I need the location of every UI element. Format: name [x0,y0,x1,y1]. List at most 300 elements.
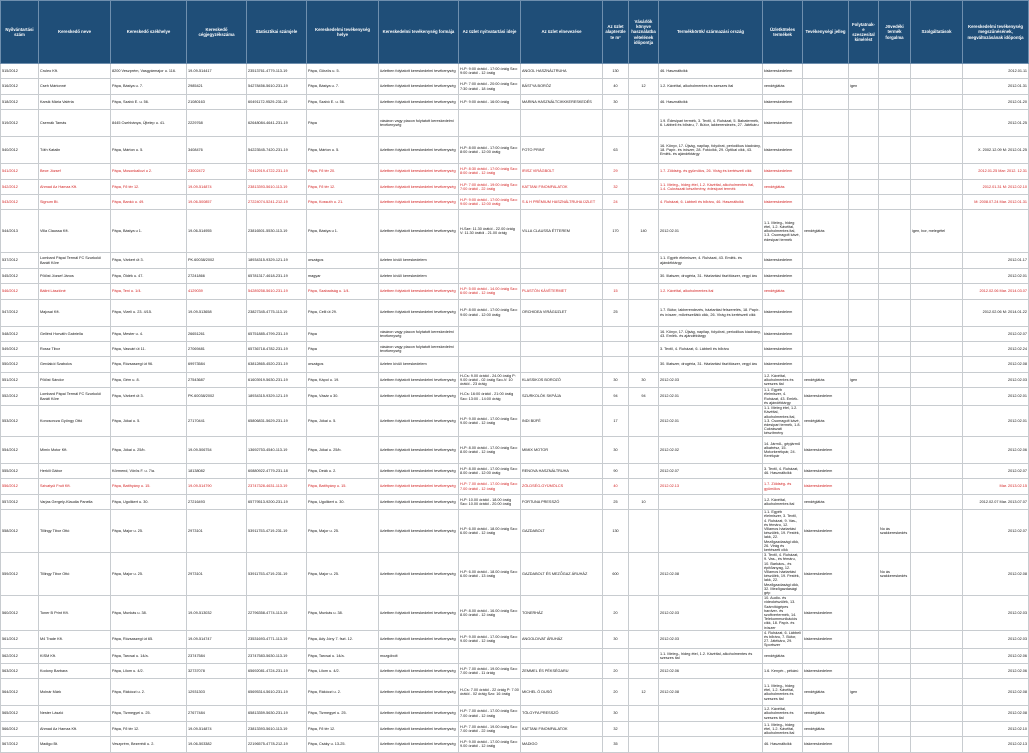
table-cell[interactable]: M4 Trade Kft. [39,630,111,648]
table-cell[interactable]: 559/2012 [1,553,39,596]
table-cell[interactable] [803,164,849,179]
table-cell[interactable]: üzletben folytatott kereskedelmi tevékenység [379,494,459,509]
table-cell[interactable] [459,648,521,663]
table-cell[interactable]: üzletben folytatott kereskedelmi tevékenység [379,553,459,596]
table-cell[interactable] [911,737,963,752]
table-cell[interactable]: Madigo Bt. [39,737,111,752]
table-cell[interactable]: 19-09-506754 [187,436,247,463]
table-cell[interactable] [521,110,603,137]
table-cell[interactable] [629,596,659,631]
table-cell[interactable]: kiskereskedelem [763,164,803,179]
table-cell[interactable] [911,357,963,372]
table-cell[interactable]: 537/2012 [1,253,39,268]
table-cell[interactable] [459,326,521,341]
table-cell[interactable]: H-P: 9.00 órától - 17.00 óráig Szo: 9.00 órától - 12 óráig [459,630,521,648]
table-cell[interactable]: kiskereskedelem [763,299,803,326]
table-cell[interactable] [849,706,879,721]
column-header[interactable]: Kereskedelmi tevékenység megszűnésének, megváltozásának időpontja [963,1,1029,64]
table-cell[interactable] [911,553,963,596]
table-cell[interactable]: Pápa, Rákóczi u. 2. [111,679,187,706]
table-cell[interactable]: 557/2012 [1,494,39,509]
table-cell[interactable]: 2985421 [187,79,247,94]
table-cell[interactable]: Pápa, Rózsaszegi út 65. [111,630,187,648]
table-cell[interactable]: 23513761-4779-113-19 [247,64,307,79]
table-cell[interactable]: Kodony Barbara [39,663,111,678]
column-header[interactable]: Az üzlet nyitvatartási ideje [459,1,521,64]
table-cell[interactable] [911,179,963,194]
table-cell[interactable]: üzletben folytatott kereskedelmi tevékenység [379,706,459,721]
table-cell[interactable] [849,110,879,137]
table-cell[interactable]: 4. Ruházat, 6. Lábbeli és bőráru, 46. Használtcikk [659,194,763,209]
table-row[interactable] [1,630,1029,648]
table-cell[interactable]: kiskereskedelem [763,110,803,137]
table-cell[interactable]: Signum Bt. [39,194,111,209]
table-cell[interactable] [659,494,763,509]
table-cell[interactable]: 542/2012 [1,179,39,194]
table-cell[interactable]: 20 [603,679,629,706]
table-row[interactable] [1,210,1029,253]
table-cell[interactable]: H-P: 8.00 órától - 17.00 óráig Szo: 8.00 órától - 12:00 óráig [459,463,521,478]
table-cell[interactable]: 53911753-4719-231-19 [247,553,307,596]
table-cell[interactable]: 18934315-9329-121-19 [247,388,307,406]
table-cell[interactable]: 10 [629,494,659,509]
table-row[interactable] [1,494,1029,509]
table-cell[interactable]: Pápa, Vasvári út 11. [111,341,187,356]
table-cell[interactable] [659,510,763,553]
table-cell[interactable]: INDI BÜFÉ [521,405,603,436]
table-cell[interactable] [603,268,629,283]
table-cell[interactable]: üzletben folytatott kereskedelmi tevékenység [379,510,459,553]
table-cell[interactable]: 2012.02.13 [963,737,1029,752]
table-cell[interactable]: 65692081-4724-231-19 [247,663,307,678]
table-cell[interactable] [629,110,659,137]
table-cell[interactable]: Toner B Print Kft. [39,596,111,631]
table-cell[interactable]: Varjas Gergely-Klaudia Panella [39,494,111,509]
table-cell[interactable]: 549/2012 [1,341,39,356]
table-cell[interactable]: 8200 Veszprém, Vasgyármajor u. 116. [111,64,187,79]
table-cell[interactable]: H-P: 9.00 órától - 17.00 óráig Szo: 9.00 órától - 12 óráig [459,405,521,436]
table-cell[interactable]: vendéglátás [763,79,803,94]
table-cell[interactable]: 1.1. Meleg-, hideg étel, 1.2. Kávéital, alkoholmentes és szeszes ital [659,648,763,663]
table-cell[interactable] [629,436,659,463]
table-cell[interactable]: 567/2012 [1,737,39,752]
table-cell[interactable] [911,94,963,109]
table-cell[interactable] [803,194,849,209]
table-cell[interactable] [629,326,659,341]
table-cell[interactable]: 2012.02.06 [963,663,1029,678]
table-cell[interactable]: IRISZ VIRÁGBOLT [521,164,603,179]
table-cell[interactable]: 2012.01.20 [963,94,1029,109]
table-cell[interactable]: 2012.02.06 [659,663,763,678]
table-cell[interactable]: üzletben folytatott kereskedelmi tevékenység [379,179,459,194]
table-cell[interactable]: 65751885-4799-231-19 [247,326,307,341]
table-cell[interactable] [629,357,659,372]
table-cell[interactable]: Bece József [39,164,111,179]
table-cell[interactable]: 2012.02.01 [963,405,1029,436]
table-cell[interactable]: 18934315-9329-121-19 [247,253,307,268]
table-cell[interactable] [879,436,911,463]
table-cell[interactable]: kiskereskedelem [763,194,803,209]
column-header[interactable]: Üzletköteles termékek [763,1,803,64]
table-cell[interactable]: kiskereskedelem [763,137,803,164]
table-cell[interactable]: kiskereskedelem [763,268,803,283]
table-cell[interactable] [911,388,963,406]
table-cell[interactable] [879,372,911,387]
table-cell[interactable]: Ahmad Az Hamza Kft. [39,721,111,736]
table-cell[interactable] [879,706,911,721]
table-cell[interactable]: Tillingy Tibor Ottó [39,553,111,596]
table-cell[interactable]: 63812865-4520-231-19 [247,357,307,372]
table-cell[interactable]: igen, bor, melegétel [911,210,963,253]
table-cell[interactable] [879,341,911,356]
table-cell[interactable]: 30 [603,372,629,387]
table-cell[interactable]: Tóth Katalin [39,137,111,164]
table-cell[interactable]: Pápa, Bankó u. 49. [111,194,187,209]
table-cell[interactable] [521,253,603,268]
table-cell[interactable]: Pápa, Major u. 25. [307,553,379,596]
table-cell[interactable]: 2012.02.07 Mar. 2013.07.07 [963,494,1029,509]
table-cell[interactable]: MIMIX MOTOR [521,436,603,463]
table-cell[interactable] [849,405,879,436]
table-cell[interactable]: 23747328-4631-113-19 [247,479,307,494]
column-header[interactable]: Nyilvántartási szám [1,1,39,64]
table-cell[interactable]: 27241866 [187,268,247,283]
table-cell[interactable]: 1.1. Meleg-, hideg étel, 1.2. Kávéital, alkoholmentes ital [763,721,803,736]
table-cell[interactable]: 20 [603,663,629,678]
table-cell[interactable] [911,510,963,553]
table-cell[interactable]: H-Cs: 16:00 órától - 21:00 óráig Szo: 13:00 - 14:00 óráig [459,388,521,406]
table-cell[interactable]: 3. Textil, 4. Ruházat, 6. Lábbeli és bőráru [659,341,763,356]
table-cell[interactable]: mozgóbolt [379,648,459,663]
table-cell[interactable] [911,268,963,283]
table-cell[interactable] [849,137,879,164]
table-cell[interactable]: üzletben folytatott kereskedelmi tevékenység [379,630,459,648]
table-cell[interactable]: 2012.02.03 [659,596,763,631]
table-cell[interactable]: 2012.02.01 [659,405,763,436]
table-cell[interactable]: 1.2. Kávéital, alkoholmentes és szeszes ital [659,79,763,94]
table-cell[interactable]: H-Sze: 11.30 órától - 22.00 óráig V: 11.30 órától - 21.00 óráig [459,210,521,253]
table-cell[interactable]: Pápa, Ugolikert u. 30. [111,494,187,509]
table-row[interactable] [1,341,1029,356]
table-cell[interactable]: kiskereskedelem [803,663,849,678]
table-cell[interactable]: Pápa, Szabó E. u. 56. [111,94,187,109]
table-cell[interactable]: 2012.01.31 [963,79,1029,94]
table-cell[interactable] [803,648,849,663]
table-row[interactable] [1,253,1029,268]
table-row[interactable] [1,284,1029,299]
table-cell[interactable]: Pápa, Jókai u. 5. [111,405,187,436]
table-cell[interactable] [879,94,911,109]
table-cell[interactable]: 2012.02.01 [659,210,763,253]
table-cell[interactable]: Pápa, Major u. 25. [307,510,379,553]
table-cell[interactable]: 30 [603,706,629,721]
table-cell[interactable] [849,326,879,341]
table-cell[interactable] [879,388,911,406]
table-cell[interactable]: Veszprém, Bezerédi u. 2. [111,737,187,752]
table-cell[interactable]: 12 [629,679,659,706]
table-cell[interactable] [911,479,963,494]
table-cell[interactable]: 14. Jármű-, gépjármű alkatrész, 15. Motorkerékpár, 24. Kerékpár [763,436,803,463]
table-cell[interactable]: Bálint Lászlóné [39,284,111,299]
table-cell[interactable]: 565/2012 [1,706,39,721]
table-cell[interactable] [911,194,963,209]
table-cell[interactable]: Cseh Mártonné [39,79,111,94]
table-cell[interactable] [629,341,659,356]
column-header[interactable]: Vásárlók könyve használatba vételének időpontja [629,1,659,64]
table-cell[interactable]: 2012.01.31 M: 2012.02.10 [963,179,1029,194]
table-cell[interactable]: üzletben folytatott kereskedelmi tevékenység [379,194,459,209]
table-cell[interactable]: 65781317-4618-231-19 [247,268,307,283]
table-cell[interactable] [849,463,879,478]
table-cell[interactable]: 541/2012 [1,164,39,179]
table-cell[interactable]: 1.9. Édesipari termék, 3. Textil, 4. Ruházat, 5. Babatermék, 6. Lábbeli és bőráru, 7. Bútor, lakberendezés, 27. Játékáru [659,110,763,137]
table-cell[interactable]: 13692753-4540-113-19 [247,436,307,463]
table-cell[interactable] [629,405,659,436]
table-cell[interactable]: 19-09-514874 [187,179,247,194]
table-cell[interactable] [629,479,659,494]
table-cell[interactable]: 53911753-4719-231-19 [247,510,307,553]
table-cell[interactable]: 65736718-4782-231-19 [247,341,307,356]
table-cell[interactable]: vendéglátás [803,679,849,706]
table-cell[interactable]: TÖLGYFA PRESSZÓ [521,706,603,721]
table-cell[interactable]: 2012.02.08 [659,679,763,706]
table-cell[interactable] [803,284,849,299]
table-cell[interactable] [911,79,963,94]
table-cell[interactable] [879,463,911,478]
table-cell[interactable]: 23002472 [187,164,247,179]
table-cell[interactable] [629,179,659,194]
table-cell[interactable]: Pápa [307,326,379,341]
table-cell[interactable]: Lombard Pápai Termál FC Szurkolói Baráti Köre [39,253,111,268]
table-cell[interactable]: 30 [603,94,629,109]
table-cell[interactable]: 12931303 [187,679,247,706]
table-cell[interactable] [911,436,963,463]
table-cell[interactable]: 63 [603,137,629,164]
table-cell[interactable] [849,357,879,372]
table-cell[interactable]: Pápa, Csáky u. 13-25. [307,737,379,752]
table-cell[interactable]: kiskereskedelem [763,341,803,356]
table-cell[interactable] [879,253,911,268]
table-cell[interactable] [879,357,911,372]
table-cell[interactable]: üzletben folytatott kereskedelmi tevékenység [379,737,459,752]
table-cell[interactable]: 27216493 [187,494,247,509]
table-cell[interactable]: kiskereskedelem [763,253,803,268]
table-cell[interactable]: 27170441 [187,405,247,436]
table-cell[interactable]: Pápa, Kápol u. 19. [307,372,379,387]
table-cell[interactable] [911,326,963,341]
table-cell[interactable]: 2012.01.17 [963,253,1029,268]
column-header[interactable]: Termékkörök/ származási ország [659,1,763,64]
column-header[interactable]: Kereskedő cégjegyzékszáma [187,1,247,64]
table-cell[interactable]: üzletben folytatott kereskedelmi tevékenység [379,64,459,79]
table-cell[interactable] [879,268,911,283]
table-cell[interactable] [629,630,659,648]
table-cell[interactable]: 22196575-4778-212-19 [247,737,307,752]
table-cell[interactable] [879,648,911,663]
table-cell[interactable]: vendéglátás [763,648,803,663]
table-cell[interactable]: 19-09-514790 [187,479,247,494]
table-cell[interactable]: 2012.02.03 [963,372,1029,387]
table-cell[interactable]: 32 [603,179,629,194]
table-cell[interactable]: 26651261 [187,326,247,341]
table-cell[interactable]: üzletben folytatott kereskedelmi tevékenység [379,721,459,736]
table-cell[interactable] [911,284,963,299]
table-cell[interactable]: 545/2012 [1,268,39,283]
table-cell[interactable]: üzletben folytatott kereskedelmi tevékenység [379,679,459,706]
table-cell[interactable] [629,137,659,164]
table-row[interactable] [1,79,1029,94]
table-row[interactable] [1,137,1029,164]
table-cell[interactable]: 519/2012 [1,110,39,137]
table-cell[interactable]: GAZDABOLT [521,510,603,553]
table-cell[interactable] [603,341,629,356]
table-cell[interactable]: 1.7. Bútor, lakberendezés, háztartási felszerelés, 18. Papír- és írószer, művészellátó cikk, 26. Virág és kertészeti cikk [659,299,763,326]
table-cell[interactable] [879,630,911,648]
table-cell[interactable] [659,721,763,736]
table-cell[interactable]: 2012.02.03 [963,596,1029,631]
column-header[interactable]: Az üzlet alapterülete m² [603,1,629,64]
table-cell[interactable] [459,110,521,137]
table-cell[interactable] [879,179,911,194]
table-cell[interactable] [803,79,849,94]
column-header[interactable]: Kereskedelmi tevékenység formája [379,1,459,64]
table-row[interactable] [1,372,1029,387]
table-cell[interactable]: FORTUNA PRESSZÓ [521,494,603,509]
table-row[interactable] [1,706,1029,721]
table-cell[interactable] [659,706,763,721]
table-cell[interactable]: PK.60038/2002 [187,388,247,406]
table-cell[interactable]: 15 [603,284,629,299]
table-row[interactable] [1,679,1029,706]
table-cell[interactable] [911,341,963,356]
table-cell[interactable]: 2012.02.08 [963,706,1029,721]
table-cell[interactable]: 140 [629,210,659,253]
table-cell[interactable]: igen [849,372,879,387]
table-cell[interactable] [459,357,521,372]
table-cell[interactable] [629,253,659,268]
table-cell[interactable] [803,341,849,356]
table-cell[interactable]: 25 [603,299,629,326]
table-cell[interactable]: kiskereskedelem [763,94,803,109]
table-cell[interactable] [911,64,963,79]
table-cell[interactable]: Pápa, Teni u. 1/4. [111,284,187,299]
table-cell[interactable]: 23747584 [187,648,247,663]
table-cell[interactable]: H-P: 10.00 órától - 18.00 óráig Szo: 10.00 órától - 20.00 óráig [459,494,521,509]
table-cell[interactable]: 19-09-514747 [187,630,247,648]
column-header[interactable]: Kereskedő székhelye [111,1,187,64]
table-cell[interactable]: Pápa [307,341,379,356]
table-cell[interactable]: H-P: 7.00 órától - 19.00 óráig Szo: 7.00 órától - 22 óráig [459,721,521,736]
table-cell[interactable]: 90 [603,463,629,478]
table-cell[interactable]: 546/2012 [1,284,39,299]
table-cell[interactable] [629,164,659,179]
table-cell[interactable] [849,268,879,283]
table-cell[interactable]: Pápa, Munkás u. 38. [307,596,379,631]
table-cell[interactable]: H-P: 7.00 órától - 19.00 óráig Szo: 7.00 órától - 11 óráig [459,663,521,678]
table-cell[interactable]: Pápa, Celli út 29. [307,299,379,326]
table-cell[interactable] [911,494,963,509]
table-cell[interactable] [849,284,879,299]
table-cell[interactable]: ANGOL HASZNÁLTRUHA [521,64,603,79]
table-cell[interactable]: 40 [603,79,629,94]
table-cell[interactable]: kiskereskedelem [803,630,849,648]
table-row[interactable] [1,436,1029,463]
table-cell[interactable] [879,494,911,509]
table-cell[interactable] [911,137,963,164]
table-cell[interactable]: ORCHIDEA VIRÁGÜZLET [521,299,603,326]
table-row[interactable] [1,94,1029,109]
table-cell[interactable]: magyar [307,268,379,283]
table-cell[interactable]: PK.60038/2002 [187,253,247,268]
table-cell[interactable]: Csernák Tamás [39,110,111,137]
table-cell[interactable]: 18138082 [187,463,247,478]
table-cell[interactable]: 2012.02.06 Mar. 2014.03.07 [963,284,1029,299]
table-cell[interactable]: Pápa, Bástya u. 7. [307,79,379,94]
table-cell[interactable] [849,94,879,109]
table-cell[interactable] [603,648,629,663]
table-cell[interactable]: Gellérd Horváth Gabriella [39,326,111,341]
table-cell[interactable] [879,164,911,179]
table-cell[interactable]: Körmend, Vörös F. u. 7/a. [111,463,187,478]
table-cell[interactable] [879,194,911,209]
table-cell[interactable]: kiskereskedelem [803,553,849,596]
table-cell[interactable]: 130 [603,64,629,79]
table-cell[interactable] [629,648,659,663]
table-cell[interactable]: igen [849,79,879,94]
table-cell[interactable]: 46. Használtcikk [763,737,803,752]
table-cell[interactable] [879,405,911,436]
table-cell[interactable] [879,110,911,137]
table-cell[interactable]: üzletben folytatott kereskedelmi tevékenység [379,94,459,109]
table-cell[interactable]: 54289258-5610-231-19 [247,284,307,299]
table-cell[interactable]: Pápa, Jókai u. 25/b. [307,436,379,463]
table-cell[interactable]: Pápa, Jókai u. 5. [307,405,379,436]
table-cell[interactable] [459,268,521,283]
table-cell[interactable]: igen [849,679,879,706]
table-cell[interactable]: H-P: 9:00 órától - 16:00 óráig [459,94,521,109]
table-cell[interactable]: üzletben folytatott kereskedelmi tevékenység [379,79,459,94]
table-cell[interactable]: 30. Illatszer, drogéria, 31. Háztartási tisztítószer, vegyi áru [659,357,763,372]
table-cell[interactable]: 558/2012 [1,510,39,553]
table-cell[interactable] [849,388,879,406]
table-cell[interactable]: Koncsorcza Gyöngy Ottó [39,405,111,436]
table-cell[interactable] [603,253,629,268]
table-cell[interactable]: 19-09-513032 [187,596,247,631]
table-cell[interactable]: kiskereskedelem [763,357,803,372]
table-cell[interactable] [849,341,879,356]
table-cell[interactable]: Pápa [307,110,379,137]
table-cell[interactable]: kiskereskedelem [803,596,849,631]
table-cell[interactable] [629,194,659,209]
table-cell[interactable]: 69973584 [187,357,247,372]
table-cell[interactable] [629,721,659,736]
table-cell[interactable]: 1.1. Egyéb élelmiszer, 4. Ruházat, 43. Emlék- és ajándéktárgy [659,253,763,268]
table-cell[interactable]: üzleten kívüli kereskedelem [379,268,459,283]
table-cell[interactable]: Pápa, Fő tér 20. [307,164,379,179]
table-cell[interactable]: vendéglátás [803,494,849,509]
table-cell[interactable]: 543/2012 [1,194,39,209]
table-cell[interactable]: MICHEL Ó DUSÓ [521,679,603,706]
table-cell[interactable]: 27069481 [187,341,247,356]
table-cell[interactable]: 551/2012 [1,372,39,387]
table-cell[interactable]: Gerdakói Szabolcs [39,357,111,372]
table-cell[interactable]: 540/2012 [1,137,39,164]
table-cell[interactable]: üzletben folytatott kereskedelmi tevékenység [379,388,459,406]
table-cell[interactable]: 8445 Csehbánya, Újtelep u. 41. [111,110,187,137]
table-cell[interactable] [849,253,879,268]
table-cell[interactable]: 30 [603,436,629,463]
table-cell[interactable] [603,326,629,341]
